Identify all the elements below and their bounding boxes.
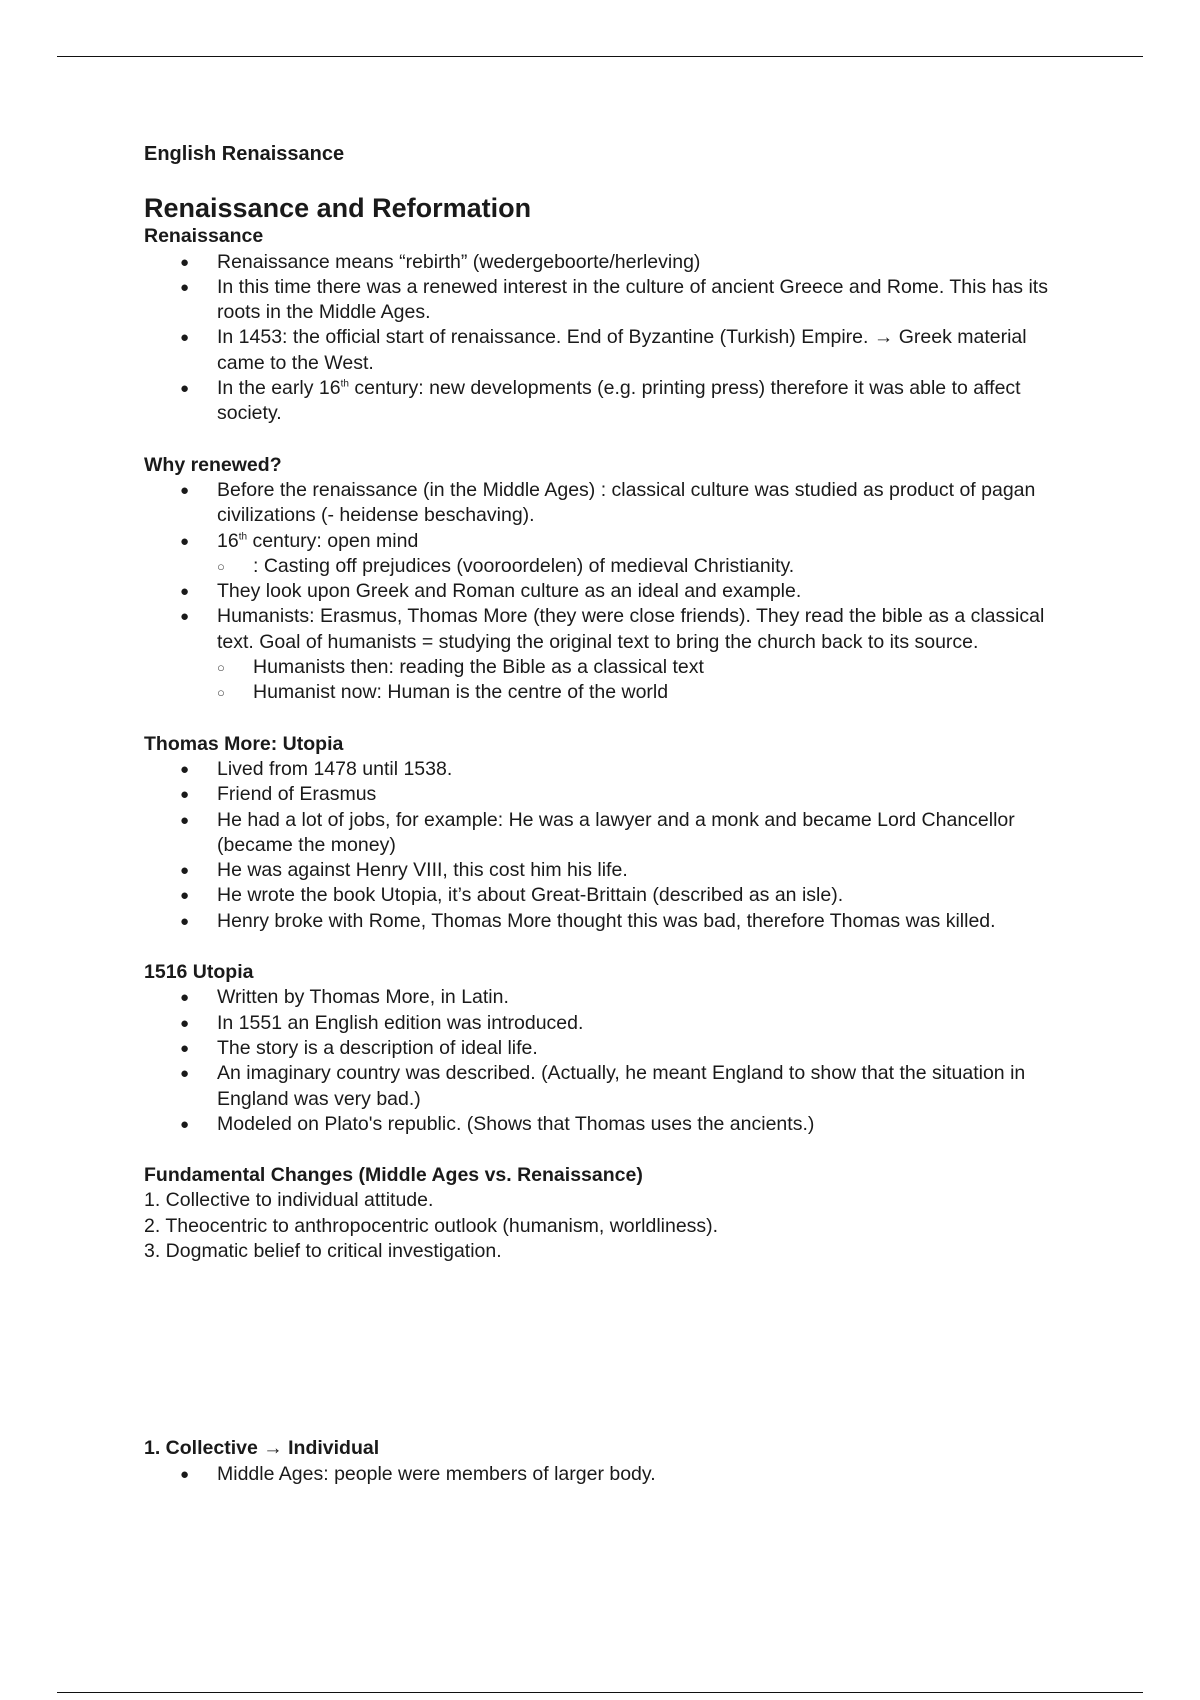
list-item: ● In the early 16th century: new developments (e.g. printing press) therefore it was able to affect society. bbox=[180, 377, 1021, 425]
bullet-icon: ● bbox=[180, 1465, 190, 1483]
section-thomas-more bbox=[144, 732, 1074, 934]
spacer bbox=[144, 1264, 1074, 1436]
bullet-list bbox=[144, 1462, 1074, 1487]
list-item: ● The story is a description of ideal life. bbox=[144, 1036, 1074, 1061]
list-item: ● Renaissance means “rebirth” (wedergeboorte/herleving) bbox=[144, 250, 1074, 275]
section-heading: Thomas More: Utopia bbox=[144, 732, 344, 755]
bullet-icon: ● bbox=[180, 786, 190, 804]
list-item: ● Modeled on Plato's republic. (Shows that Thomas uses the ancients.) bbox=[144, 1112, 1074, 1137]
bullet-icon: ● bbox=[180, 760, 190, 778]
list-item: ● In 1551 an English edition was introduced. bbox=[144, 1011, 1074, 1036]
sub-list-item: ○ Humanists then: reading the Bible as a classical text bbox=[144, 655, 1074, 680]
top-rule bbox=[57, 56, 1143, 57]
bullet-icon: ● bbox=[180, 253, 190, 271]
list-item: ● He had a lot of jobs, for example: He was a lawyer and a monk and became Lord Chancellor (became the money) bbox=[180, 808, 1015, 856]
numbered-item: 2. Theocentric to anthropocentric outlook (humanism, worldliness). bbox=[144, 1214, 719, 1237]
bullet-icon: ● bbox=[180, 1115, 190, 1133]
section-heading: Fundamental Changes (Middle Ages vs. Renaissance) bbox=[144, 1164, 643, 1187]
bullet-icon: ● bbox=[180, 1065, 190, 1083]
list-item: ● Humanists: Erasmus, Thomas More (they were close friends). They read the bible as a classical text. Goal of humanists = studying the original text to bring the church back to its source. bbox=[180, 605, 1045, 653]
bottom-rule bbox=[57, 1692, 1143, 1693]
section-heading: 1. Collective → Individual bbox=[144, 1437, 380, 1460]
list-item: ● They look upon Greek and Roman culture as an ideal and example. bbox=[144, 579, 1074, 604]
section-renaissance bbox=[144, 224, 1074, 426]
bullet-list bbox=[144, 250, 1074, 427]
section-fundamental-changes bbox=[144, 1163, 1074, 1264]
bullet-icon: ● bbox=[180, 1039, 190, 1057]
numbered-item: 1. Collective to individual attitude. bbox=[144, 1189, 434, 1212]
numbered-item: 3. Dogmatic belief to critical investigation. bbox=[144, 1239, 502, 1262]
section-collective-individual bbox=[144, 1436, 1074, 1487]
bullet-icon: ● bbox=[180, 583, 190, 601]
bullet-list bbox=[144, 757, 1074, 934]
section-heading: 1516 Utopia bbox=[144, 961, 254, 984]
list-item: ● Written by Thomas More, in Latin. bbox=[144, 985, 1074, 1010]
list-item: ● 16th century: open mind bbox=[144, 529, 1074, 554]
bullet-icon: ● bbox=[180, 862, 190, 880]
bullet-icon: ● bbox=[180, 278, 190, 296]
circle-bullet-icon: ○ bbox=[217, 558, 225, 574]
list-item: ● Middle Ages: people were members of larger body. bbox=[144, 1462, 1074, 1487]
circle-bullet-icon: ○ bbox=[217, 660, 225, 676]
list-item: ● In 1453: the official start of renaissance. End of Byzantine (Turkish) Empire. → Greek material came to the West. bbox=[180, 326, 1027, 374]
list-item: ● He wrote the book Utopia, it’s about Great-Brittain (described as an isle). bbox=[144, 883, 1074, 908]
sub-list-item: ○ Humanist now: Human is the centre of the world bbox=[144, 680, 1074, 705]
document-title: English Renaissance bbox=[144, 143, 345, 165]
bullet-list bbox=[144, 985, 1074, 1137]
bullet-icon: ● bbox=[180, 481, 190, 499]
list-item: ● In this time there was a renewed interest in the culture of ancient Greece and Rome. This has its roots in the Middle Ages. bbox=[180, 275, 1048, 324]
list-item: ● Before the renaissance (in the Middle Ages) : classical culture was studied as product of pagan civilizations (- heidense beschaving). bbox=[180, 478, 1036, 527]
bullet-list bbox=[144, 478, 1074, 706]
bullet-icon: ● bbox=[180, 989, 190, 1007]
list-item: ● Friend of Erasmus bbox=[144, 782, 1074, 807]
bullet-icon: ● bbox=[180, 329, 190, 347]
document-body bbox=[144, 142, 1074, 1487]
section-heading: Why renewed? bbox=[144, 453, 282, 476]
section-utopia-1516 bbox=[144, 960, 1074, 1137]
list-item: ● He was against Henry VIII, this cost him his life. bbox=[144, 858, 1074, 883]
bullet-icon: ● bbox=[180, 1014, 190, 1032]
list-item: ● Henry broke with Rome, Thomas More thought this was bad, therefore Thomas was killed. bbox=[144, 909, 1074, 934]
bullet-icon: ● bbox=[180, 887, 190, 905]
list-item: ● An imaginary country was described. (Actually, he meant England to show that the situation in England was very bad.) bbox=[180, 1062, 1026, 1110]
bullet-icon: ● bbox=[180, 608, 190, 626]
circle-bullet-icon: ○ bbox=[217, 685, 225, 701]
section-why-renewed bbox=[144, 453, 1074, 706]
section-heading: Renaissance bbox=[144, 225, 264, 248]
bullet-icon: ● bbox=[180, 380, 190, 398]
sub-list-item: ○ : Casting off prejudices (vooroordelen) of medieval Christianity. bbox=[144, 554, 1074, 579]
bullet-icon: ● bbox=[180, 532, 190, 550]
list-item: ● Lived from 1478 until 1538. bbox=[144, 757, 1074, 782]
bullet-icon: ● bbox=[180, 912, 190, 930]
main-heading: Renaissance and Reformation bbox=[144, 193, 532, 224]
bullet-icon: ● bbox=[180, 811, 190, 829]
